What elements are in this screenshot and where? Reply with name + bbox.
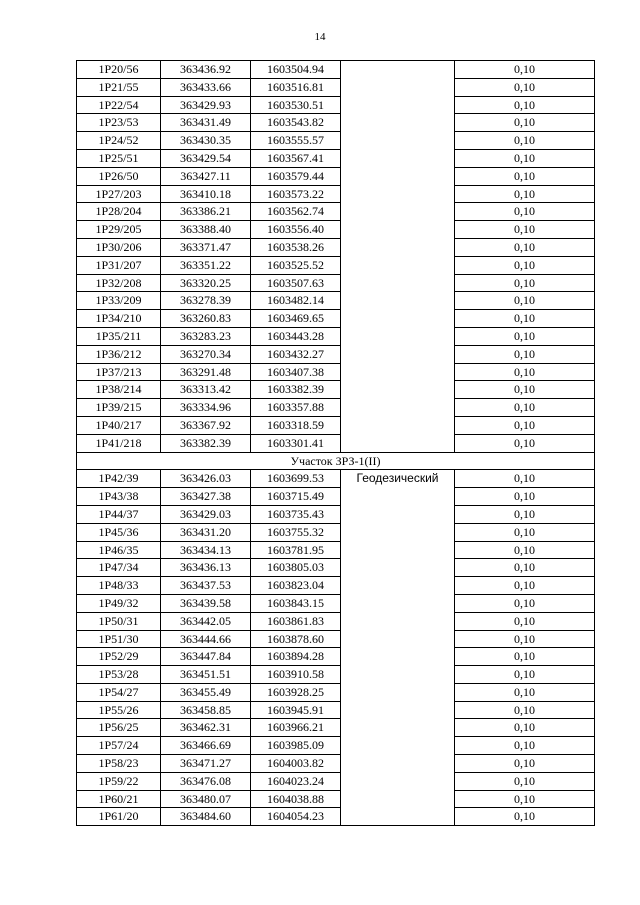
y-coordinate-cell: 1603555.57 <box>251 132 341 150</box>
point-cell: 1Р32/208 <box>77 274 161 292</box>
point-cell: 1Р36/212 <box>77 345 161 363</box>
accuracy-cell: 0,10 <box>455 221 595 239</box>
table-row <box>77 594 595 612</box>
y-coordinate-cell: 1603781.95 <box>251 541 341 559</box>
point-cell: 1Р38/214 <box>77 381 161 399</box>
point-cell: 1Р44/37 <box>77 505 161 523</box>
x-coordinate-cell: 363427.38 <box>161 488 251 506</box>
table-row <box>77 541 595 559</box>
x-coordinate-cell: 363260.83 <box>161 310 251 328</box>
accuracy-cell: 0,10 <box>455 559 595 577</box>
point-cell: 1Р59/22 <box>77 772 161 790</box>
point-cell: 1Р37/213 <box>77 363 161 381</box>
point-cell: 1Р53/28 <box>77 666 161 684</box>
table-row <box>77 185 595 203</box>
y-coordinate-cell: 1603755.32 <box>251 523 341 541</box>
accuracy-cell: 0,10 <box>455 470 595 488</box>
accuracy-cell: 0,10 <box>455 167 595 185</box>
point-cell: 1Р60/21 <box>77 790 161 808</box>
point-cell: 1Р54/27 <box>77 683 161 701</box>
table-row <box>77 132 595 150</box>
y-coordinate-cell: 1604054.23 <box>251 808 341 826</box>
table-row <box>77 310 595 328</box>
accuracy-cell: 0,10 <box>455 61 595 79</box>
y-coordinate-cell: 1603530.51 <box>251 96 341 114</box>
y-coordinate-cell: 1603432.27 <box>251 345 341 363</box>
point-cell: 1Р25/51 <box>77 149 161 167</box>
y-coordinate-cell: 1603805.03 <box>251 559 341 577</box>
group1-rows <box>77 61 595 453</box>
y-coordinate-cell: 1603966.21 <box>251 719 341 737</box>
group2-rows <box>77 470 595 826</box>
accuracy-cell: 0,10 <box>455 808 595 826</box>
table-row <box>77 683 595 701</box>
accuracy-cell: 0,10 <box>455 790 595 808</box>
table-row <box>77 488 595 506</box>
accuracy-cell: 0,10 <box>455 434 595 452</box>
accuracy-cell: 0,10 <box>455 772 595 790</box>
y-coordinate-cell: 1603823.04 <box>251 577 341 595</box>
point-cell: 1Р52/29 <box>77 648 161 666</box>
accuracy-cell: 0,10 <box>455 399 595 417</box>
accuracy-cell: 0,10 <box>455 737 595 755</box>
point-cell: 1Р23/53 <box>77 114 161 132</box>
table-row <box>77 648 595 666</box>
x-coordinate-cell: 363436.13 <box>161 559 251 577</box>
x-coordinate-cell: 363458.85 <box>161 701 251 719</box>
accuracy-cell: 0,10 <box>455 78 595 96</box>
point-cell: 1Р27/203 <box>77 185 161 203</box>
accuracy-cell: 0,10 <box>455 666 595 684</box>
point-cell: 1Р51/30 <box>77 630 161 648</box>
point-cell: 1Р26/50 <box>77 167 161 185</box>
y-coordinate-cell: 1603382.39 <box>251 381 341 399</box>
table-row <box>77 363 595 381</box>
table-row <box>77 256 595 274</box>
accuracy-cell: 0,10 <box>455 96 595 114</box>
table-row <box>77 505 595 523</box>
y-coordinate-cell: 1603562.74 <box>251 203 341 221</box>
x-coordinate-cell: 363471.27 <box>161 755 251 773</box>
table-row <box>77 274 595 292</box>
point-cell: 1Р49/32 <box>77 594 161 612</box>
y-coordinate-cell: 1603878.60 <box>251 630 341 648</box>
accuracy-cell: 0,10 <box>455 310 595 328</box>
y-coordinate-cell: 1603318.59 <box>251 416 341 434</box>
point-cell: 1Р28/204 <box>77 203 161 221</box>
y-coordinate-cell: 1603945.91 <box>251 701 341 719</box>
table-row <box>77 772 595 790</box>
accuracy-cell: 0,10 <box>455 149 595 167</box>
accuracy-cell: 0,10 <box>455 292 595 310</box>
table-row <box>77 114 595 132</box>
point-cell: 1Р39/215 <box>77 399 161 417</box>
y-coordinate-cell: 1603910.58 <box>251 666 341 684</box>
y-coordinate-cell: 1603443.28 <box>251 327 341 345</box>
section-title: Участок ЗРЗ-1(II) <box>77 452 595 470</box>
table-row <box>77 577 595 595</box>
x-coordinate-cell: 363439.58 <box>161 594 251 612</box>
accuracy-cell: 0,10 <box>455 594 595 612</box>
point-cell: 1Р42/39 <box>77 470 161 488</box>
y-coordinate-cell: 1603516.81 <box>251 78 341 96</box>
y-coordinate-cell: 1603538.26 <box>251 238 341 256</box>
x-coordinate-cell: 363426.03 <box>161 470 251 488</box>
table-row <box>77 612 595 630</box>
point-cell: 1Р50/31 <box>77 612 161 630</box>
x-coordinate-cell: 363436.92 <box>161 61 251 79</box>
x-coordinate-cell: 363447.84 <box>161 648 251 666</box>
accuracy-cell: 0,10 <box>455 345 595 363</box>
table-row <box>77 203 595 221</box>
y-coordinate-cell: 1603525.52 <box>251 256 341 274</box>
table-row <box>77 167 595 185</box>
x-coordinate-cell: 363431.49 <box>161 114 251 132</box>
point-cell: 1Р61/20 <box>77 808 161 826</box>
y-coordinate-cell: 1603301.41 <box>251 434 341 452</box>
y-coordinate-cell: 1603573.22 <box>251 185 341 203</box>
point-cell: 1Р21/55 <box>77 78 161 96</box>
x-coordinate-cell: 363429.54 <box>161 149 251 167</box>
table-row <box>77 327 595 345</box>
accuracy-cell: 0,10 <box>455 416 595 434</box>
table-row <box>77 416 595 434</box>
point-cell: 1Р34/210 <box>77 310 161 328</box>
x-coordinate-cell: 363433.66 <box>161 78 251 96</box>
accuracy-cell: 0,10 <box>455 238 595 256</box>
y-coordinate-cell: 1603482.14 <box>251 292 341 310</box>
accuracy-cell: 0,10 <box>455 630 595 648</box>
x-coordinate-cell: 363386.21 <box>161 203 251 221</box>
y-coordinate-cell: 1603894.28 <box>251 648 341 666</box>
x-coordinate-cell: 363291.48 <box>161 363 251 381</box>
x-coordinate-cell: 363437.53 <box>161 577 251 595</box>
table-row <box>77 523 595 541</box>
y-coordinate-cell: 1603543.82 <box>251 114 341 132</box>
accuracy-cell: 0,10 <box>455 132 595 150</box>
section-row <box>77 452 595 470</box>
point-cell: 1Р57/24 <box>77 737 161 755</box>
table-row <box>77 701 595 719</box>
x-coordinate-cell: 363434.13 <box>161 541 251 559</box>
accuracy-cell: 0,10 <box>455 114 595 132</box>
table-row <box>77 399 595 417</box>
y-coordinate-cell: 1603357.88 <box>251 399 341 417</box>
table-row <box>77 808 595 826</box>
method-cell: Геодезический <box>341 470 455 826</box>
table-row <box>77 78 595 96</box>
table-row <box>77 61 595 79</box>
table-row <box>77 737 595 755</box>
accuracy-cell: 0,10 <box>455 363 595 381</box>
y-coordinate-cell: 1603469.65 <box>251 310 341 328</box>
table-row <box>77 470 595 488</box>
point-cell: 1Р48/33 <box>77 577 161 595</box>
y-coordinate-cell: 1603985.09 <box>251 737 341 755</box>
y-coordinate-cell: 1603735.43 <box>251 505 341 523</box>
accuracy-cell: 0,10 <box>455 683 595 701</box>
x-coordinate-cell: 363388.40 <box>161 221 251 239</box>
accuracy-cell: 0,10 <box>455 327 595 345</box>
x-coordinate-cell: 363480.07 <box>161 790 251 808</box>
point-cell: 1Р20/56 <box>77 61 161 79</box>
y-coordinate-cell: 1603699.53 <box>251 470 341 488</box>
point-cell: 1Р41/218 <box>77 434 161 452</box>
x-coordinate-cell: 363455.49 <box>161 683 251 701</box>
table-row <box>77 221 595 239</box>
x-coordinate-cell: 363427.11 <box>161 167 251 185</box>
point-cell: 1Р40/217 <box>77 416 161 434</box>
table-row <box>77 149 595 167</box>
table-row <box>77 238 595 256</box>
accuracy-cell: 0,10 <box>455 541 595 559</box>
table-row <box>77 719 595 737</box>
x-coordinate-cell: 363410.18 <box>161 185 251 203</box>
point-cell: 1Р31/207 <box>77 256 161 274</box>
accuracy-cell: 0,10 <box>455 577 595 595</box>
y-coordinate-cell: 1603843.15 <box>251 594 341 612</box>
point-cell: 1Р29/205 <box>77 221 161 239</box>
point-cell: 1Р55/26 <box>77 701 161 719</box>
y-coordinate-cell: 1603861.83 <box>251 612 341 630</box>
point-cell: 1Р22/54 <box>77 96 161 114</box>
x-coordinate-cell: 363371.47 <box>161 238 251 256</box>
accuracy-cell: 0,10 <box>455 701 595 719</box>
x-coordinate-cell: 363451.51 <box>161 666 251 684</box>
x-coordinate-cell: 363283.23 <box>161 327 251 345</box>
x-coordinate-cell: 363367.92 <box>161 416 251 434</box>
y-coordinate-cell: 1604023.24 <box>251 772 341 790</box>
accuracy-cell: 0,10 <box>455 648 595 666</box>
point-cell: 1Р58/23 <box>77 755 161 773</box>
x-coordinate-cell: 363466.69 <box>161 737 251 755</box>
point-cell: 1Р46/35 <box>77 541 161 559</box>
accuracy-cell: 0,10 <box>455 505 595 523</box>
accuracy-cell: 0,10 <box>455 274 595 292</box>
x-coordinate-cell: 363476.08 <box>161 772 251 790</box>
table-row <box>77 666 595 684</box>
page-number: 14 <box>314 31 326 43</box>
x-coordinate-cell: 363430.35 <box>161 132 251 150</box>
x-coordinate-cell: 363442.05 <box>161 612 251 630</box>
y-coordinate-cell: 1603928.25 <box>251 683 341 701</box>
point-cell: 1Р56/25 <box>77 719 161 737</box>
point-cell: 1Р43/38 <box>77 488 161 506</box>
table-row <box>77 381 595 399</box>
x-coordinate-cell: 363270.34 <box>161 345 251 363</box>
accuracy-cell: 0,10 <box>455 185 595 203</box>
point-cell: 1Р24/52 <box>77 132 161 150</box>
x-coordinate-cell: 363431.20 <box>161 523 251 541</box>
y-coordinate-cell: 1603507.63 <box>251 274 341 292</box>
accuracy-cell: 0,10 <box>455 256 595 274</box>
accuracy-cell: 0,10 <box>455 719 595 737</box>
table-row <box>77 559 595 577</box>
point-cell: 1Р45/36 <box>77 523 161 541</box>
method-cell <box>341 61 455 453</box>
accuracy-cell: 0,10 <box>455 612 595 630</box>
x-coordinate-cell: 363320.25 <box>161 274 251 292</box>
x-coordinate-cell: 363429.93 <box>161 96 251 114</box>
accuracy-cell: 0,10 <box>455 203 595 221</box>
x-coordinate-cell: 363382.39 <box>161 434 251 452</box>
point-cell: 1Р30/206 <box>77 238 161 256</box>
y-coordinate-cell: 1603504.94 <box>251 61 341 79</box>
x-coordinate-cell: 363313.42 <box>161 381 251 399</box>
y-coordinate-cell: 1604003.82 <box>251 755 341 773</box>
x-coordinate-cell: 363278.39 <box>161 292 251 310</box>
point-cell: 1Р33/209 <box>77 292 161 310</box>
x-coordinate-cell: 363334.96 <box>161 399 251 417</box>
x-coordinate-cell: 363444.66 <box>161 630 251 648</box>
table-row <box>77 790 595 808</box>
coordinates-table <box>76 60 595 826</box>
table-row <box>77 755 595 773</box>
y-coordinate-cell: 1603579.44 <box>251 167 341 185</box>
accuracy-cell: 0,10 <box>455 755 595 773</box>
point-cell: 1Р47/34 <box>77 559 161 577</box>
y-coordinate-cell: 1604038.88 <box>251 790 341 808</box>
y-coordinate-cell: 1603715.49 <box>251 488 341 506</box>
y-coordinate-cell: 1603556.40 <box>251 221 341 239</box>
accuracy-cell: 0,10 <box>455 523 595 541</box>
accuracy-cell: 0,10 <box>455 381 595 399</box>
x-coordinate-cell: 363462.31 <box>161 719 251 737</box>
y-coordinate-cell: 1603407.38 <box>251 363 341 381</box>
accuracy-cell: 0,10 <box>455 488 595 506</box>
x-coordinate-cell: 363429.03 <box>161 505 251 523</box>
point-cell: 1Р35/211 <box>77 327 161 345</box>
table-row <box>77 292 595 310</box>
table-row <box>77 434 595 452</box>
x-coordinate-cell: 363351.22 <box>161 256 251 274</box>
table-row <box>77 345 595 363</box>
x-coordinate-cell: 363484.60 <box>161 808 251 826</box>
table-row <box>77 630 595 648</box>
y-coordinate-cell: 1603567.41 <box>251 149 341 167</box>
table-row <box>77 96 595 114</box>
